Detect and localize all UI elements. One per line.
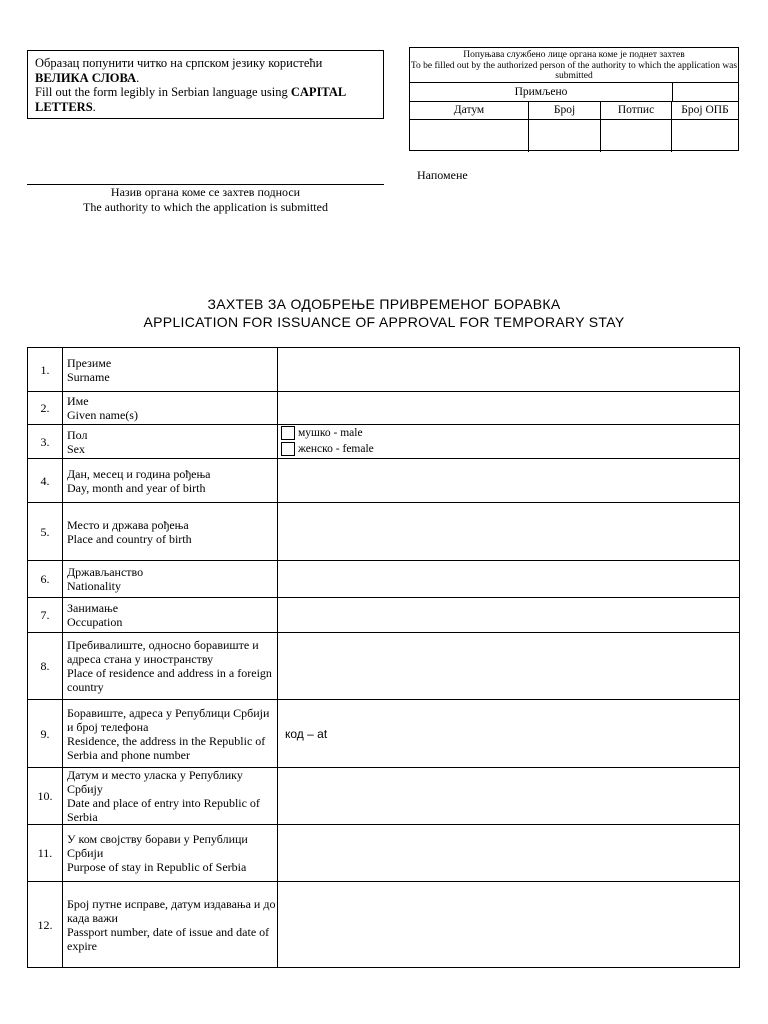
official-signature-header: Потпис [601, 102, 671, 120]
row-number: 6. [28, 561, 63, 598]
official-note-sr: Попуњава службено лице органа коме је поднет захтев [463, 50, 685, 60]
field-label-en: Date and place of entry into Republic of Serbia [67, 796, 260, 824]
field-label [63, 561, 278, 598]
field-label-sr: Место и држава рођења [67, 517, 189, 532]
received-label: Примљено [410, 83, 673, 101]
field-label [63, 700, 278, 768]
instructions-sr: Образац попунити читко на српском језику користећи [35, 56, 323, 70]
field-label-en: Residence, the address in the Republic of Serbia and phone number [67, 733, 266, 762]
purpose-of-stay-input[interactable] [278, 825, 740, 882]
field-label-en: Day, month and year of birth [67, 480, 206, 495]
field-label-en: Purpose of stay in Republic of Serbia [67, 860, 247, 874]
field-label-sr: Занимање [67, 601, 119, 615]
field-label [63, 633, 278, 700]
row-number: 10. [28, 768, 63, 825]
table-row [28, 825, 740, 882]
field-label-sr: Држављанство [67, 565, 144, 579]
entry-date-place-input[interactable] [278, 768, 740, 825]
official-date-header: Датум [410, 102, 528, 120]
official-opb-header: Број ОПБ [672, 102, 738, 120]
table-row [28, 633, 740, 700]
table-row [28, 561, 740, 598]
field-label-sr: Дан, месец и година рођења [67, 466, 211, 481]
field-label [63, 825, 278, 882]
field-label-en: Nationality [67, 579, 121, 593]
application-table [27, 347, 740, 968]
form-title-sr: ЗАХТЕВ ЗА ОДОБРЕЊЕ ПРИВРЕМЕНОГ БОРАВКА [207, 296, 561, 312]
official-number-cell[interactable] [529, 102, 601, 152]
official-signature-cell[interactable] [601, 102, 672, 152]
field-label-en: Passport number, date of issue and date of expire [67, 924, 270, 953]
table-row [28, 425, 740, 459]
table-row [28, 392, 740, 425]
field-label [63, 598, 278, 633]
occupation-input[interactable] [278, 598, 740, 633]
field-label-en: Surname [67, 369, 110, 384]
field-label-en: Given name(s) [67, 408, 138, 422]
surname-input[interactable] [278, 348, 740, 392]
field-label [63, 768, 278, 825]
table-row [28, 459, 740, 503]
sex-option-female[interactable] [281, 441, 739, 457]
passport-input[interactable] [278, 882, 740, 968]
table-row [28, 348, 740, 392]
official-use-box [409, 47, 739, 151]
row-number: 8. [28, 633, 63, 700]
sex-options [278, 425, 740, 459]
field-label-en: Occupation [67, 615, 123, 629]
field-label [63, 882, 278, 968]
female-checkbox[interactable] [281, 442, 295, 456]
field-label-sr: Име [67, 394, 89, 408]
row-number: 1. [28, 348, 63, 392]
instructions-en: Fill out the form legibly in Serbian language using [35, 85, 291, 99]
authority-label-sr: Назив органа коме се захтев подноси [110, 185, 301, 199]
foreign-residence-input[interactable] [278, 633, 740, 700]
row-number: 2. [28, 392, 63, 425]
field-label-en: Place of residence and address in a foreign country [67, 666, 272, 694]
field-label-sr: Датум и место уласка у Републику Србију [67, 768, 243, 796]
form-title-en: APPLICATION FOR ISSUANCE OF APPROVAL FOR TEMPORARY STAY [143, 314, 625, 330]
field-label [63, 392, 278, 425]
row-number: 11. [28, 825, 63, 882]
phone-code-label: код – at [285, 726, 328, 741]
table-row [28, 700, 740, 768]
nationality-input[interactable] [278, 561, 740, 598]
official-use-header [410, 48, 738, 83]
sex-option-male[interactable] [281, 425, 739, 441]
row-number: 5. [28, 503, 63, 561]
table-row [28, 598, 740, 633]
instructions-sr-bold: ВЕЛИКА СЛОВА [35, 70, 137, 85]
field-label [63, 459, 278, 503]
field-label [63, 425, 278, 459]
serbia-residence-input[interactable] [278, 700, 740, 768]
row-number: 7. [28, 598, 63, 633]
birth-date-input[interactable] [278, 459, 740, 503]
table-row [28, 503, 740, 561]
notes-label: Напомене [417, 168, 468, 182]
official-date-cell[interactable] [410, 102, 529, 152]
official-number-header: Број [529, 102, 600, 120]
field-label-sr: Пребивалиште, односно боравиште и адреса стана у иностранству [67, 638, 259, 666]
table-row [28, 768, 740, 825]
table-row [28, 882, 740, 968]
male-label: мушко - male [298, 427, 363, 439]
field-label-en: Sex [67, 441, 85, 456]
official-grid [410, 101, 738, 152]
row-number: 4. [28, 459, 63, 503]
row-number: 12. [28, 882, 63, 968]
official-note-en: To be filled out by the authorized person of the authority to which the application was submitted [410, 60, 738, 81]
field-label-sr: У ком својству борави у Републици Србији [67, 832, 248, 860]
field-label-sr: Презиме [67, 355, 112, 370]
field-label [63, 348, 278, 392]
field-label-sr: Пол [67, 427, 88, 442]
authority-label-en: The authority to which the application is submitted [83, 200, 328, 214]
instructions-en-bold: CAPITAL LETTERS [35, 85, 346, 114]
instructions-box: Образац попунити читко на српском језику користећи ВЕЛИКА СЛОВА. Fill out the form legibly in Serbian language using CAPITAL LETTERS. [27, 50, 384, 119]
row-number: 9. [28, 700, 63, 768]
official-opb-cell[interactable] [672, 102, 738, 152]
row-number: 3. [28, 425, 63, 459]
birth-place-input[interactable] [278, 503, 740, 561]
field-label-sr: Боравиште, адреса у Републици Србији и број телефона [67, 705, 270, 734]
field-label-en: Place and country of birth [67, 531, 192, 546]
male-checkbox[interactable] [281, 426, 295, 440]
field-label [63, 503, 278, 561]
given-names-input[interactable] [278, 392, 740, 425]
field-label-sr: Број путне исправе, датум издавања и до када важи [67, 896, 276, 925]
female-label: женско - female [298, 443, 374, 455]
